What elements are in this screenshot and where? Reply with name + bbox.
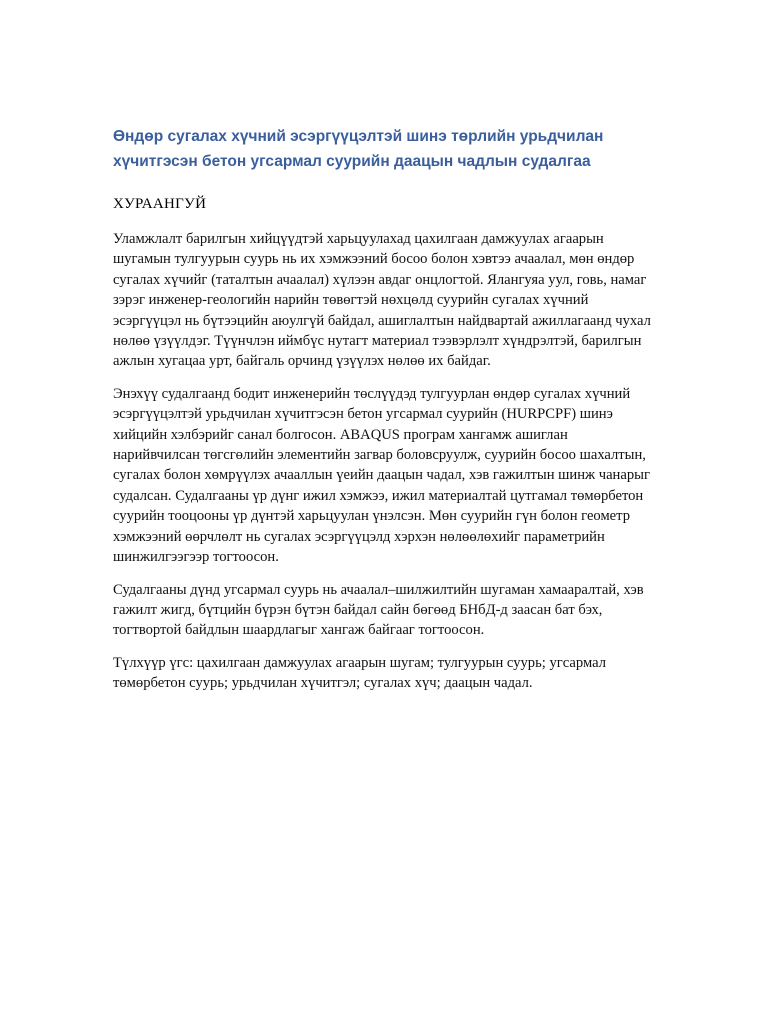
abstract-paragraph-1: Уламжлалт барилгын хийцүүдтэй харьцуулахад цахилгаан дамжуулах агаарын шугамын тулгуурын суурь нь их хэмжээний босоо болон хэвтээ ачаалал, мөн өндөр сугалах хүчийг (таталтын ачаалал) хүлээн авдаг онцлогтой. Ялангуяа уул, говь, намаг зэрэг инженер-геологийн нарийн төвөгтэй нөхцөлд суурийн сугалах хүчний эсэргүүцэл нь бүтээцийн аюулгүй байдал, ашиглалтын найдвартай ажиллагаанд чухал нөлөө үзүүлдэг. Түүнчлэн иймбүс нутагт материал тээвэрлэлт хүндрэлтэй, барилгын ажлын хугацаа урт, байгаль орчинд үзүүлэх нөлөө их байдаг. [113,231,651,370]
abstract-paragraph-3: Судалгааны дүнд угсармал суурь нь ачаалал–шилжилтийн шугаман хамааралтай, хэв гажилт жигд, бүтцийн бүрэн бүтэн байдал сайн бөгөөд БНбД-д заасан бат бэх, тогтвортой байдлын шаардлагыг хангаж байгааг тогтоосон. [113,581,644,639]
keywords-paragraph: Түлхүүр үгс: цахилгаан дамжуулах агаарын шугам; тулгуурын суурь; угсармал төмөрбетон суурь; урьдчилан хүчитгэл; сугалах хүч; даацын чадал. [113,654,606,692]
abstract-paragraph-2: Энэхүү судалгаанд бодит инженерийн төслүүдэд тулгуурлан өндөр сугалах хүчний эсэргүүцэлтэй урьдчилан хүчитгэсэн бетон угсармал суурийн (HURPCPF) шинэ хийцийн хэлбэрийг санал болгосон. ABAQUS програм хангамж ашиглан нарийвчилсан төгсгөлийн элементийн загвар боловсруулж, суурийн босоо шахалтын, сугалах болон хөмрүүлэх ачааллын үеийн даацын чадал, хэв гажилтын шинж чанарыг судалсан. Судалгааны үр дүнг ижил хэмжээ, ижил материалтай цутгамал төмөрбетон суурийн тооцооны үр дүнтэй харьцуулан үнэлсэн. Мөн суурийн гүн болон геометр хэмжээний өөрчлөлт нь сугалах эсэргүүцэлд хэрхэн нөлөөлөхийг параметрийн шинжилгээгээр тогтоосон. [113,385,650,566]
abstract-heading: ХУРААНГУЙ [113,196,207,212]
document-body [113,124,658,706]
document-title: Өндөр сугалах хүчний эсэргүүцэлтэй шинэ төрлийн урьдчилан хүчитгэсэн бетон угсармал суурийн даацын чадлын судалгаа [113,128,604,170]
